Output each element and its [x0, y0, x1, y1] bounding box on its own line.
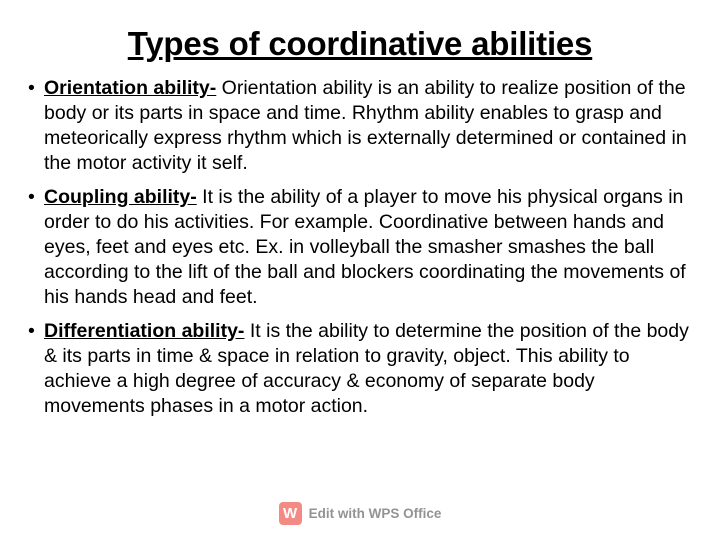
list-item-text: It is the ability of a player to move his physical organs in order to do his activities. For example. Coordinative between hands and eyes, feet and eyes etc. Ex. in volleyball the smasher smashes the ball according to the lift of the ball and blockers coordinating the movements of his hands head and feet. — [44, 186, 686, 308]
bullet-marker-icon: • — [28, 319, 35, 342]
list-item-term: Orientation ability- — [44, 77, 217, 100]
wps-watermark-label: Edit with WPS Office — [308, 506, 442, 521]
list-item — [26, 76, 694, 176]
list-item — [26, 185, 694, 310]
wps-watermark[interactable] — [0, 502, 720, 525]
list-item-term: Coupling ability- — [44, 186, 197, 209]
wps-logo-icon: W — [279, 502, 302, 525]
list-item-text: It is the ability to determine the position of the body & its parts in time & space in relation to gravity, object. This ability to achieve a high degree of accuracy & economy of separate body movements phases in a motor action. — [44, 319, 689, 417]
list-item-text: Orientation ability is an ability to realize position of the body or its parts in space and time. Rhythm ability enables to grasp and meteorically express rhythm which is externally determined or contained in the motor activity it self. — [44, 77, 687, 175]
bullet-list — [26, 76, 694, 418]
bullet-marker-icon: • — [28, 186, 35, 209]
list-item-term: Differentiation ability- — [44, 319, 245, 342]
page-title: Types of coordinative abilities — [127, 25, 593, 62]
bullet-marker-icon: • — [28, 77, 35, 100]
list-item — [26, 319, 694, 419]
